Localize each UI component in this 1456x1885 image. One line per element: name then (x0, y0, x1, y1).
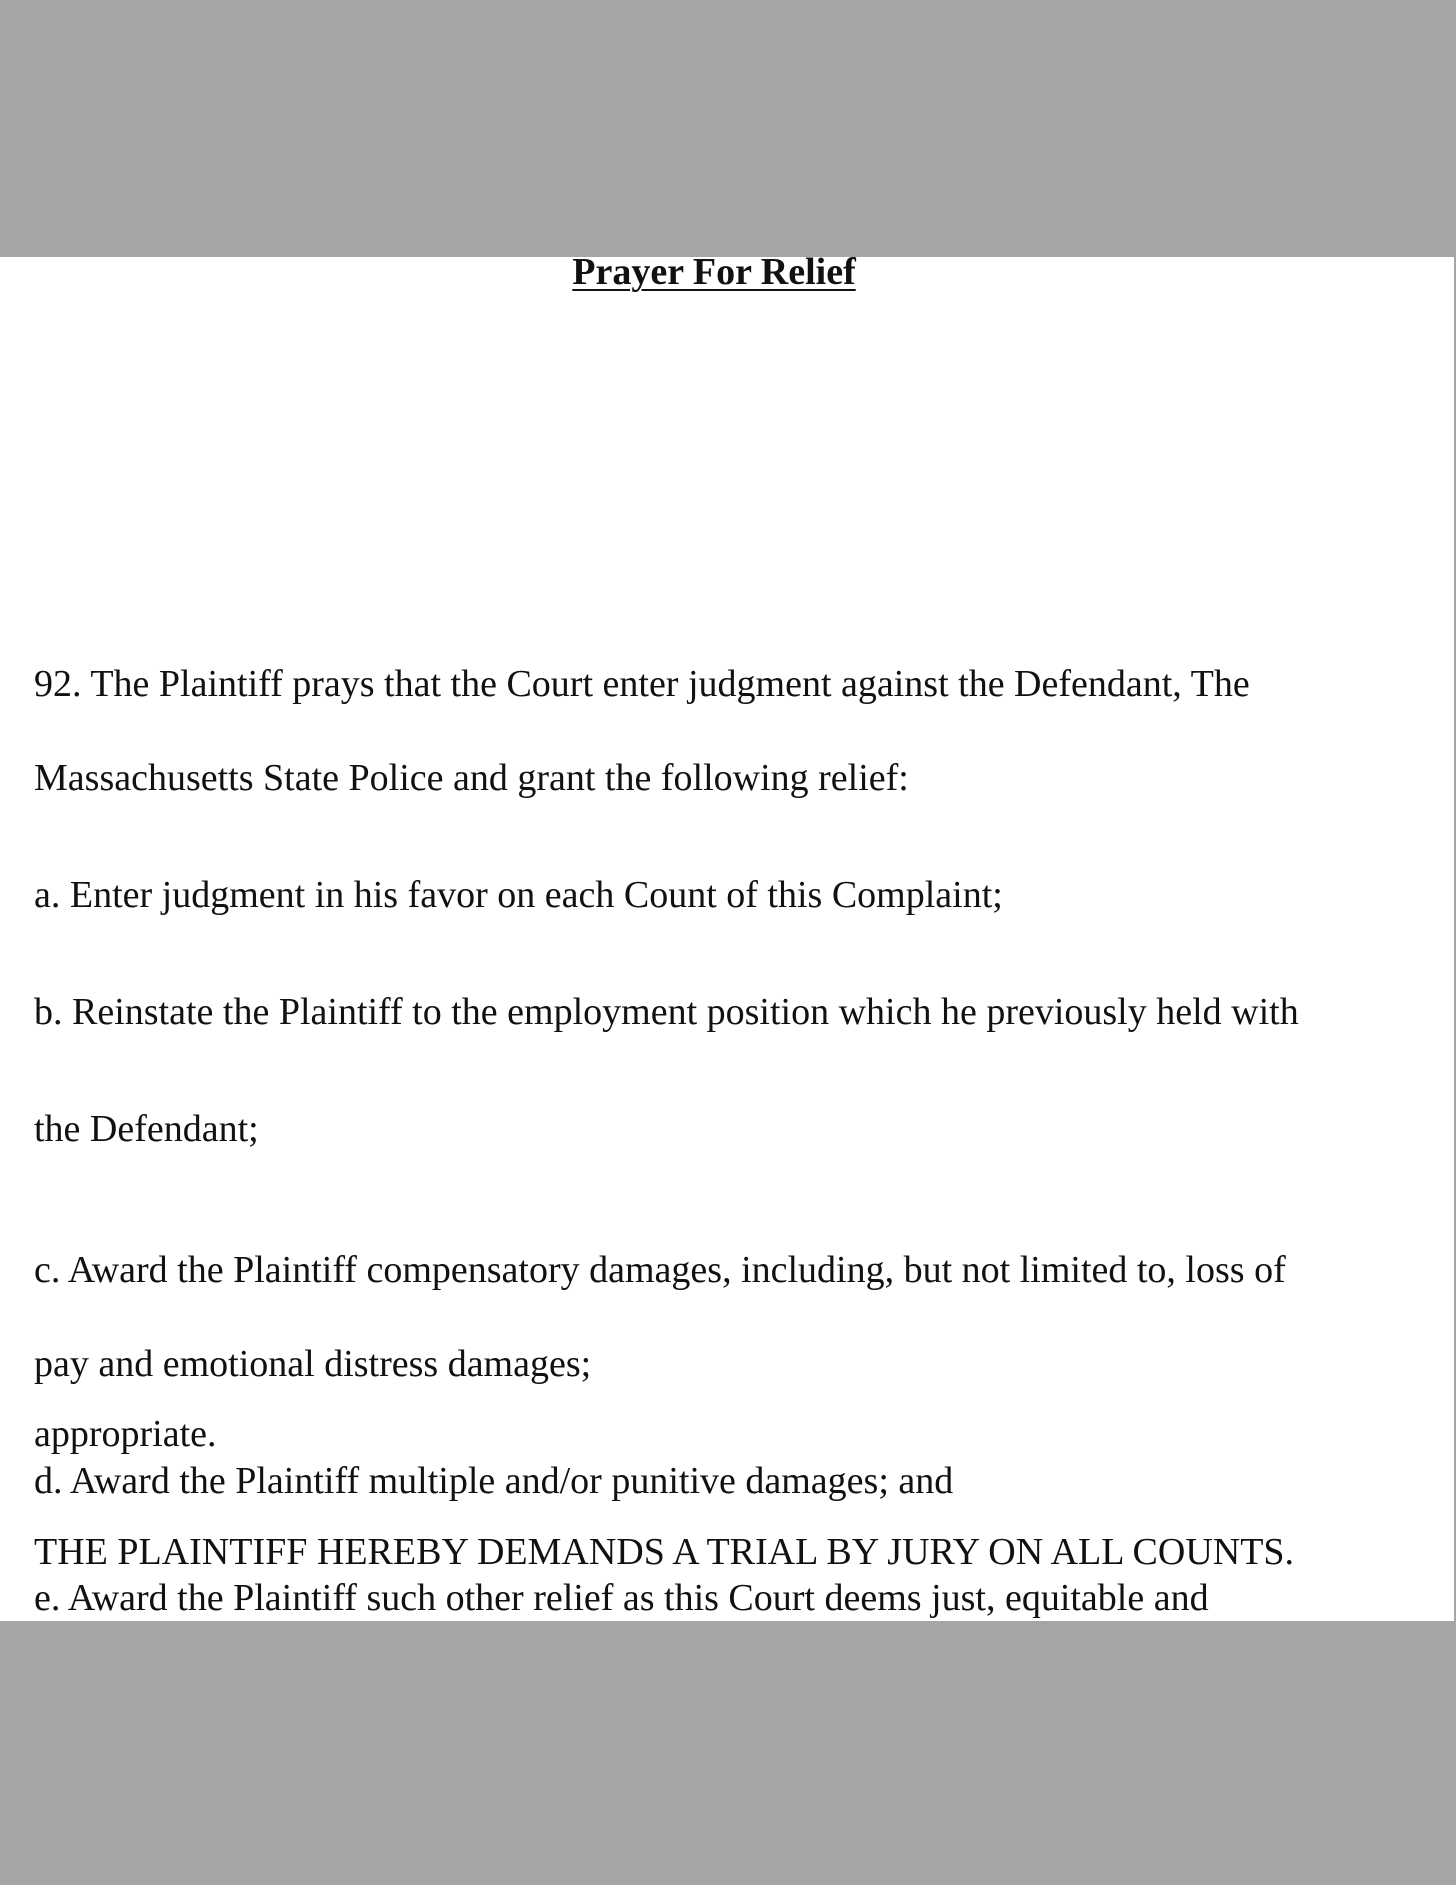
item-c-line-1: c. Award the Plaintiff compensatory damages, including, but not limited to, loss of (34, 1249, 1286, 1291)
jury-demand: THE PLAINTIFF HEREBY DEMANDS A TRIAL BY JURY ON ALL COUNTS. (34, 1531, 1295, 1573)
paragraph-92-line-1: 92. The Plaintiff prays that the Court enter judgment against the Defendant, The (34, 663, 1250, 705)
item-b-line-2: the Defendant; (34, 1108, 259, 1150)
item-e-line-2: appropriate. (34, 1413, 217, 1455)
item-a-line-1: a. Enter judgment in his favor on each Count of this Complaint; (34, 874, 1003, 916)
document-page (0, 257, 1454, 1621)
paragraph-92-line-2: Massachusetts State Police and grant the following relief: (34, 757, 909, 799)
item-c-line-2: pay and emotional distress damages; (34, 1343, 592, 1385)
item-e-line-1: e. Award the Plaintiff such other relief as this Court deems just, equitable and (34, 1577, 1209, 1619)
item-b-line-1: b. Reinstate the Plaintiff to the employment position which he previously held with (34, 991, 1299, 1033)
item-d-line-1: d. Award the Plaintiff multiple and/or punitive damages; and (34, 1460, 954, 1502)
section-heading-text: Prayer For Relief (572, 257, 856, 293)
section-heading (0, 257, 1428, 297)
